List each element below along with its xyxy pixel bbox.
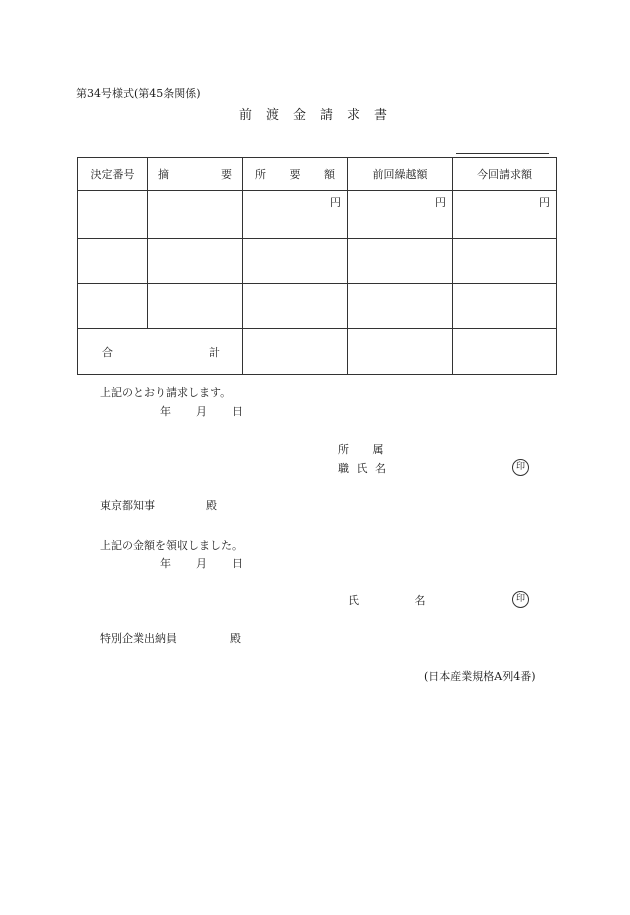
request-statement: 上記のとおり請求します。 (100, 386, 232, 399)
total-label-left: 合 (102, 345, 113, 359)
table-cell[interactable] (148, 191, 243, 239)
header-required-amount-label: 所 要 額 (255, 168, 345, 181)
date-day-label: 日 (232, 405, 243, 418)
header-summary-part2: 要 (221, 168, 232, 181)
seal-mark: 印 (512, 591, 529, 608)
date-day-label: 日 (232, 557, 243, 570)
table-row (78, 191, 557, 239)
table-cell[interactable] (348, 284, 453, 329)
paper-size-note: (日本産業規格A列4番) (424, 670, 536, 683)
table-cell[interactable] (453, 284, 557, 329)
form-number: 第34号様式(第45条関係) (76, 87, 201, 100)
total-previous-carryover-cell[interactable] (348, 329, 453, 375)
header-decision-number: 決定番号 (78, 158, 148, 191)
addressee-honorific: 殿 (206, 499, 217, 512)
cashier-title: 特別企業出納員 (100, 632, 177, 645)
table-cell[interactable] (78, 191, 148, 239)
yen-unit: 円 (243, 191, 348, 239)
table-row (78, 239, 557, 284)
date-month-label: 月 (196, 405, 207, 418)
table-total-row (78, 329, 557, 375)
request-table (77, 157, 557, 375)
table-header-row (78, 158, 557, 191)
table-cell[interactable] (453, 239, 557, 284)
table-cell[interactable] (78, 239, 148, 284)
table-cell[interactable] (78, 284, 148, 329)
total-label-cell (78, 329, 243, 375)
addressee: 東京都知事 (100, 499, 155, 512)
yen-unit: 円 (453, 191, 557, 239)
total-current-request-cell[interactable] (453, 329, 557, 375)
header-summary-part1: 摘 (158, 168, 169, 181)
table-cell[interactable] (148, 284, 243, 329)
table-cell[interactable] (148, 239, 243, 284)
yen-unit: 円 (348, 191, 453, 239)
date-year-label: 年 (160, 405, 171, 418)
date-month-label: 月 (196, 557, 207, 570)
date-year-label: 年 (160, 557, 171, 570)
header-required-amount (243, 158, 348, 191)
table-cell[interactable] (243, 239, 348, 284)
table-row (78, 284, 557, 329)
seal-mark: 印 (512, 459, 529, 476)
document-title: 前渡金請求書 (238, 108, 401, 123)
cashier-honorific: 殿 (230, 632, 241, 645)
name-label: 氏 名 (348, 594, 452, 607)
header-current-request: 今回請求額 (453, 158, 557, 191)
position-name-label: 職 氏 名 (338, 462, 388, 475)
total-required-amount-cell[interactable] (243, 329, 348, 375)
document-number-line (456, 153, 549, 154)
table-cell[interactable] (348, 239, 453, 284)
header-summary (148, 158, 243, 191)
table-cell[interactable] (243, 284, 348, 329)
header-previous-carryover: 前回繰越額 (348, 158, 453, 191)
receipt-statement: 上記の金額を領収しました。 (100, 539, 243, 552)
total-label-right: 計 (209, 345, 220, 359)
affiliation-label: 所 属 (338, 443, 394, 456)
